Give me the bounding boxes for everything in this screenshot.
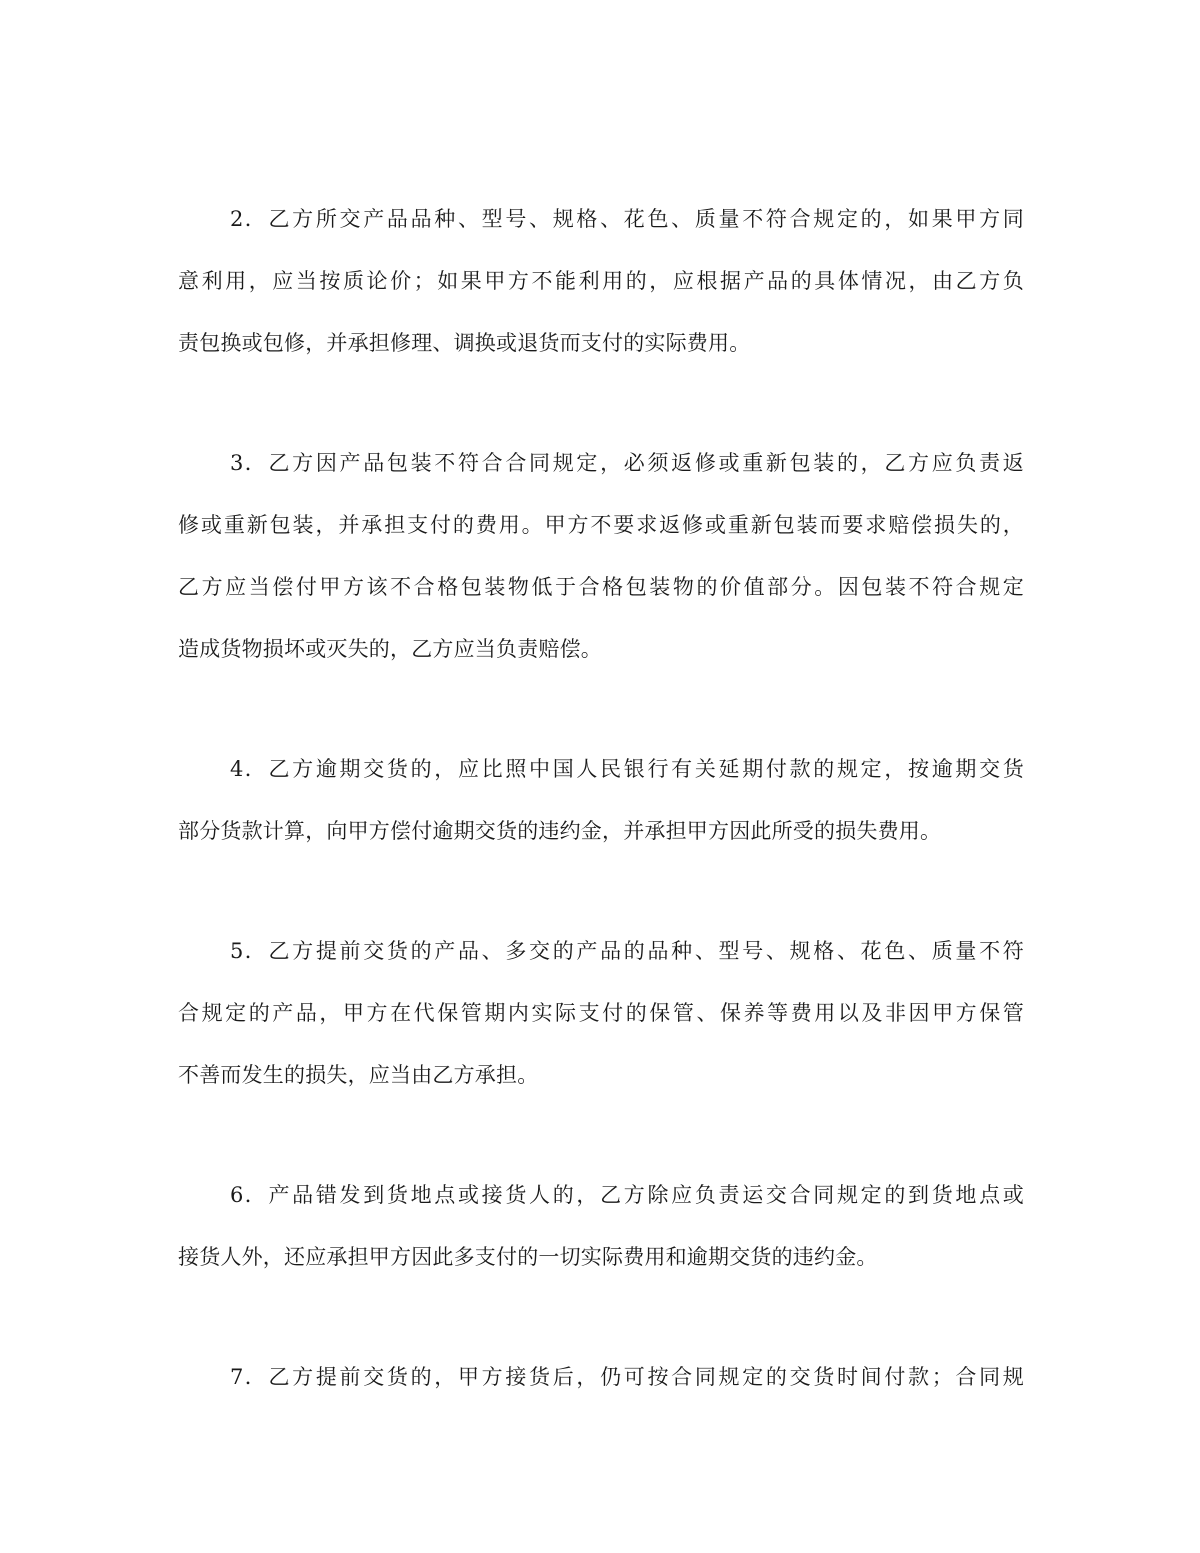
clause-number: 7． <box>230 1365 266 1389</box>
clause-number: 6． <box>230 1183 266 1207</box>
clause-text: 乙方所交产品品种、型号、规格、花色、质量不符合规定的，如果甲方同 <box>266 207 1024 231</box>
clause-line <box>178 1346 1024 1408</box>
clause-line: 不善而发生的损失，应当由乙方承担。 <box>178 1063 539 1087</box>
clause-text: 产品错发到货地点或接货人的，乙方除应负责运交合同规定的到货地点或 <box>266 1183 1024 1207</box>
clause-5 <box>178 920 1024 1106</box>
clause-line: 乙方应当偿付甲方该不合格包装物低于合格包装物的价值部分。因包装不符合规定 <box>178 575 1024 599</box>
clause-line <box>178 432 1024 494</box>
clause-number: 4． <box>230 757 266 781</box>
clause-line: 造成货物损坏或灭失的，乙方应当负责赔偿。 <box>178 637 602 661</box>
clause-number: 5． <box>230 939 266 963</box>
clause-line <box>178 920 1024 982</box>
clause-7 <box>178 1346 1024 1408</box>
clause-line: 意利用，应当按质论价；如果甲方不能利用的，应根据产品的具体情况，由乙方负 <box>178 269 1024 293</box>
clause-6 <box>178 1164 1024 1288</box>
clause-line <box>178 738 1024 800</box>
clause-number: 3． <box>230 451 266 475</box>
clause-number: 2． <box>230 207 266 231</box>
clause-text: 乙方因产品包装不符合合同规定，必须返修或重新包装的，乙方应负责返 <box>266 451 1024 475</box>
clause-line: 部分货款计算，向甲方偿付逾期交货的违约金，并承担甲方因此所受的损失费用。 <box>178 819 942 843</box>
clause-text: 乙方提前交货的产品、多交的产品的品种、型号、规格、花色、质量不符 <box>266 939 1024 963</box>
clause-text: 乙方提前交货的，甲方接货后，仍可按合同规定的交货时间付款；合同规 <box>266 1365 1024 1389</box>
clause-line: 修或重新包装，并承担支付的费用。甲方不要求返修或重新包装而要求赔偿损失的， <box>178 513 1024 537</box>
clause-2 <box>178 188 1024 374</box>
clause-line: 接货人外，还应承担甲方因此多支付的一切实际费用和逾期交货的违约金。 <box>178 1245 878 1269</box>
clause-line: 合规定的产品，甲方在代保管期内实际支付的保管、保养等费用以及非因甲方保管 <box>178 1001 1024 1025</box>
clause-4 <box>178 738 1024 862</box>
clause-line <box>178 1164 1024 1226</box>
clause-text: 乙方逾期交货的，应比照中国人民银行有关延期付款的规定，按逾期交货 <box>266 757 1024 781</box>
clause-3 <box>178 432 1024 680</box>
clause-line: 责包换或包修，并承担修理、调换或退货而支付的实际费用。 <box>178 331 751 355</box>
clause-line <box>178 188 1024 250</box>
